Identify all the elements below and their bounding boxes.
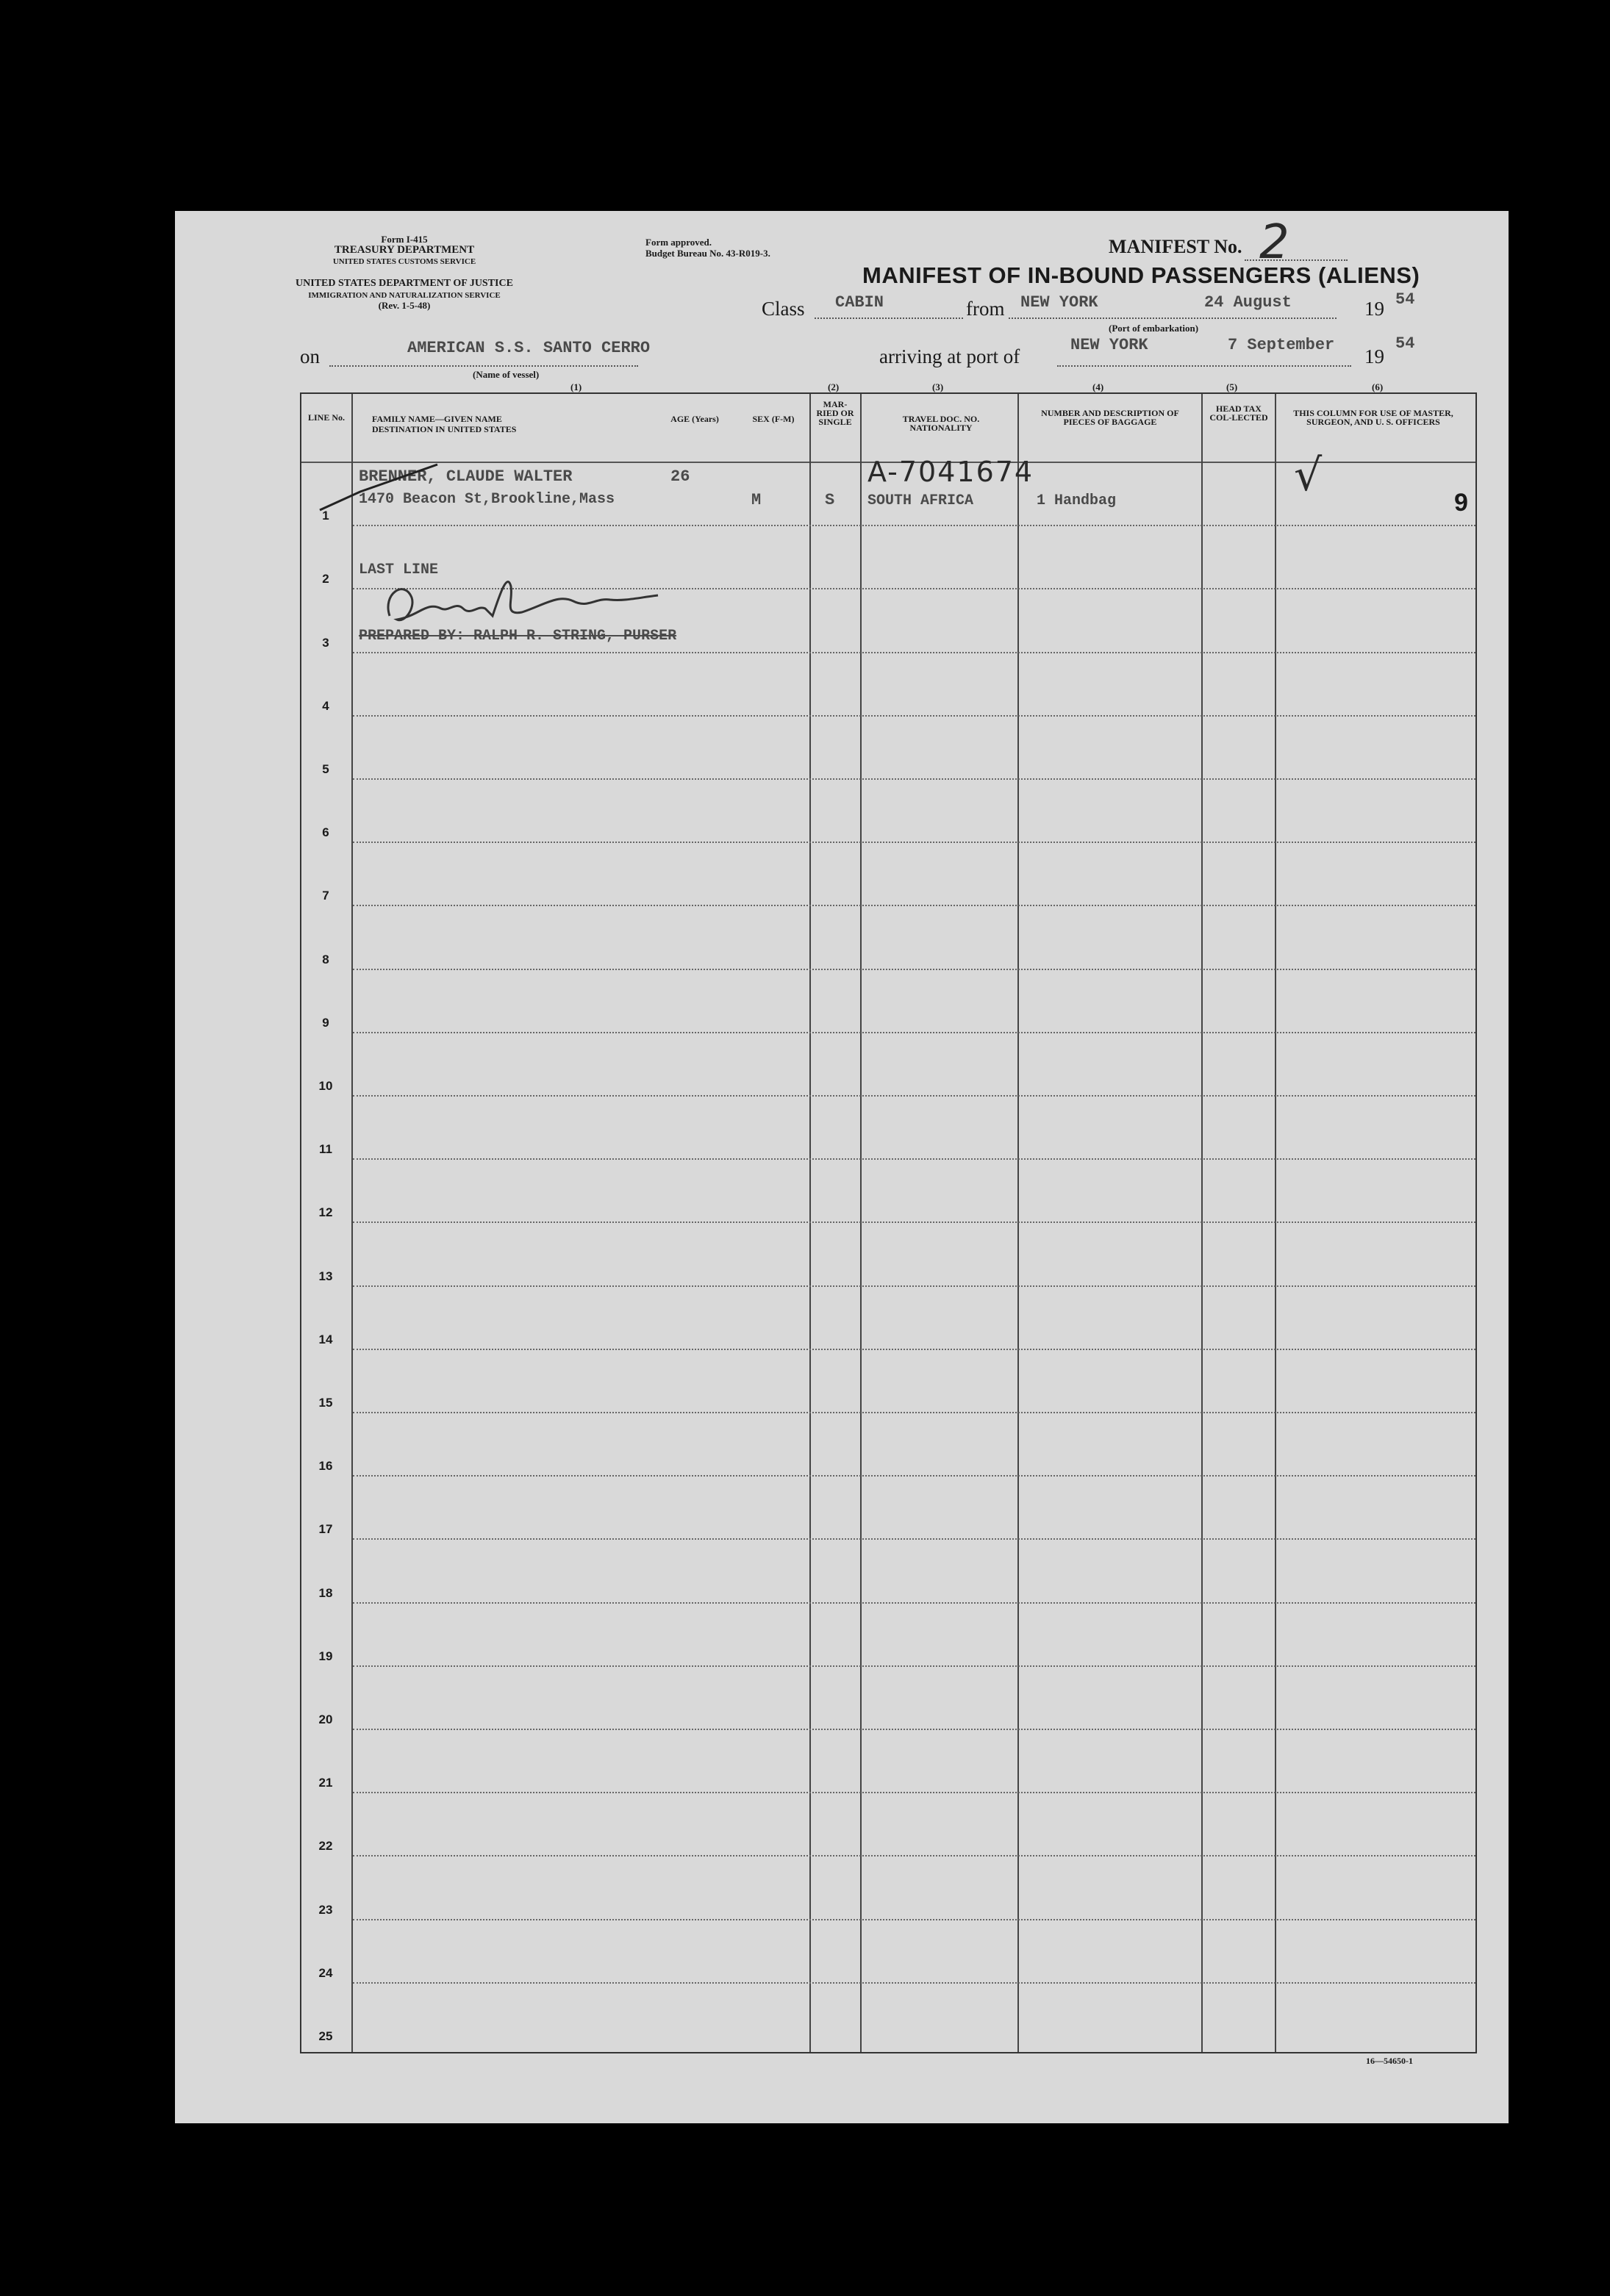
departure-year: 54	[1395, 290, 1415, 309]
col-num-6: (6)	[1372, 381, 1384, 392]
vessel-caption: (Name of vessel)	[473, 369, 540, 380]
line-number: 11	[319, 1142, 332, 1157]
col-num-1: (1)	[570, 381, 582, 392]
table-row-line	[353, 1032, 1475, 1033]
line-number: 7	[322, 889, 329, 903]
justice-dept: UNITED STATES DEPARTMENT OF JUSTICE	[296, 278, 513, 289]
line-number: 1	[322, 509, 329, 523]
form-number: Form I-415	[381, 234, 428, 245]
revision: (Rev. 1-5-48)	[378, 300, 431, 311]
line-number: 17	[318, 1522, 333, 1537]
col-num-4: (4)	[1092, 381, 1104, 392]
passenger-sex: M	[751, 491, 762, 509]
line-number: 8	[322, 952, 329, 966]
line-number: 9	[322, 1015, 329, 1030]
check-mark-icon	[316, 459, 441, 517]
line-number: 20	[318, 1712, 333, 1726]
arrival-year: 54	[1395, 334, 1415, 353]
table-row-line	[353, 1158, 1475, 1160]
line-number: 25	[318, 2029, 333, 2043]
line-number: 2	[322, 572, 329, 586]
manifest-page	[175, 211, 1509, 2123]
col-header-marital: MAR-RIED OR SINGLE	[816, 399, 854, 427]
year-prefix-2: 19	[1364, 345, 1384, 367]
last-line-note: LAST LINE	[359, 562, 439, 578]
col-header-officers: THIS COLUMN FOR USE OF MASTER, SURGEON, AND U. S. OFFICERS	[1293, 408, 1453, 427]
line-number: 12	[318, 1205, 333, 1220]
passenger-nationality: SOUTH AFRICA	[867, 492, 974, 509]
line-number: 5	[322, 762, 329, 776]
officer-check-mark: √	[1294, 450, 1323, 501]
table-row-line	[353, 715, 1475, 717]
port-caption: (Port of embarkation)	[1109, 323, 1199, 334]
line-number: 19	[318, 1649, 333, 1663]
arrival-line	[1057, 365, 1351, 367]
col-header-destination: DESTINATION IN UNITED STATES	[372, 424, 517, 434]
class-value: CABIN	[835, 293, 884, 312]
line-number: 21	[318, 1776, 333, 1790]
table-row-line	[353, 1602, 1475, 1604]
table-row-line	[353, 1412, 1475, 1413]
from-line	[1020, 318, 1337, 319]
line-number: 6	[322, 825, 329, 840]
table-row-line	[353, 1475, 1475, 1477]
passenger-marital: S	[825, 491, 835, 509]
arrival-date: 7 September	[1228, 336, 1335, 354]
page-mark: 9	[1454, 489, 1468, 517]
col-num-2: (2)	[828, 381, 840, 392]
table-row-line	[353, 1665, 1475, 1667]
on-label: on	[300, 345, 320, 367]
col-header-baggage: NUMBER AND DESCRIPTION OF PIECES OF BAGGAGE	[1041, 408, 1179, 427]
budget-bureau: Budget Bureau No. 43-R019-3.	[645, 248, 770, 259]
table-row-line	[353, 525, 1475, 526]
table-row-line	[353, 1221, 1475, 1223]
passenger-address: 1470 Beacon St,Brookline,Mass	[359, 491, 615, 508]
line-number: 10	[318, 1079, 333, 1093]
table-row-line	[353, 969, 1475, 970]
line-number: 13	[318, 1269, 333, 1283]
table-row-line	[353, 1792, 1475, 1793]
year-prefix-1: 19	[1364, 298, 1384, 320]
table-row-line	[353, 1095, 1475, 1097]
vessel-line	[329, 365, 638, 367]
from-label: from	[963, 298, 1007, 320]
manifest-underline	[1245, 259, 1348, 261]
table-row-line	[353, 778, 1475, 780]
ins-service: IMMIGRATION AND NATURALIZATION SERVICE	[308, 291, 501, 300]
col-header-headtax: HEAD TAX COL-LECTED	[1209, 403, 1268, 423]
class-label: Class	[762, 298, 805, 320]
table-row-line	[353, 1919, 1475, 1920]
line-number: 18	[318, 1585, 333, 1600]
arriving-label: arriving at port of	[879, 345, 1020, 367]
table-row-line	[353, 652, 1475, 653]
footer-code: 16—54650-1	[1366, 2056, 1413, 2066]
passenger-baggage: 1 Handbag	[1037, 492, 1117, 509]
line-number: 15	[318, 1396, 333, 1410]
line-number: 24	[318, 1965, 333, 1980]
line-number: 23	[318, 1902, 333, 1917]
customs-service: UNITED STATES CUSTOMS SERVICE	[332, 257, 476, 266]
col-num-3: (3)	[932, 381, 944, 392]
col-header-travel-doc: TRAVEL DOC. NO. NATIONALITY	[902, 414, 980, 433]
page-title: MANIFEST OF IN-BOUND PASSENGERS (ALIENS)	[862, 262, 1420, 288]
table-row-line	[353, 1349, 1475, 1350]
col-header-age: AGE (Years)	[670, 414, 719, 424]
line-number: 22	[318, 1839, 333, 1854]
passenger-name: BRENNER, CLAUDE WALTER	[359, 467, 573, 486]
table-row-line	[353, 905, 1475, 906]
vessel-name: AMERICAN S.S. SANTO CERRO	[407, 339, 651, 357]
table-row-line	[353, 1285, 1475, 1287]
line-number: 4	[322, 698, 329, 713]
manifest-number: 2	[1259, 215, 1289, 270]
line-number: 16	[318, 1459, 333, 1474]
table-row-line	[353, 1855, 1475, 1856]
passenger-age: 26	[670, 467, 690, 486]
table-row-line	[353, 1982, 1475, 1984]
table-row-line	[353, 1538, 1475, 1540]
from-value: NEW YORK	[1020, 293, 1098, 312]
signature	[375, 564, 669, 638]
prepared-by: PREPARED BY: RALPH R. STRING, PURSER	[359, 628, 677, 645]
col-header-sex: SEX (F-M)	[752, 414, 795, 424]
col-header-name: FAMILY NAME—GIVEN NAME	[372, 414, 502, 424]
arrival-port: NEW YORK	[1070, 336, 1148, 354]
travel-doc-number: A-7041674	[867, 456, 1034, 488]
col-header-line: LINE No.	[307, 412, 345, 423]
line-number: 3	[322, 635, 329, 650]
passenger-table	[300, 392, 1477, 2053]
form-approved: Form approved.	[645, 237, 712, 248]
line-number: 14	[318, 1332, 333, 1346]
manifest-label: MANIFEST No.	[1109, 236, 1242, 257]
treasury-dept: TREASURY DEPARTMENT	[334, 244, 475, 256]
col-num-5: (5)	[1226, 381, 1238, 392]
table-row-line	[353, 1729, 1475, 1730]
departure-date: 24 August	[1204, 293, 1292, 312]
table-row-line	[353, 842, 1475, 843]
